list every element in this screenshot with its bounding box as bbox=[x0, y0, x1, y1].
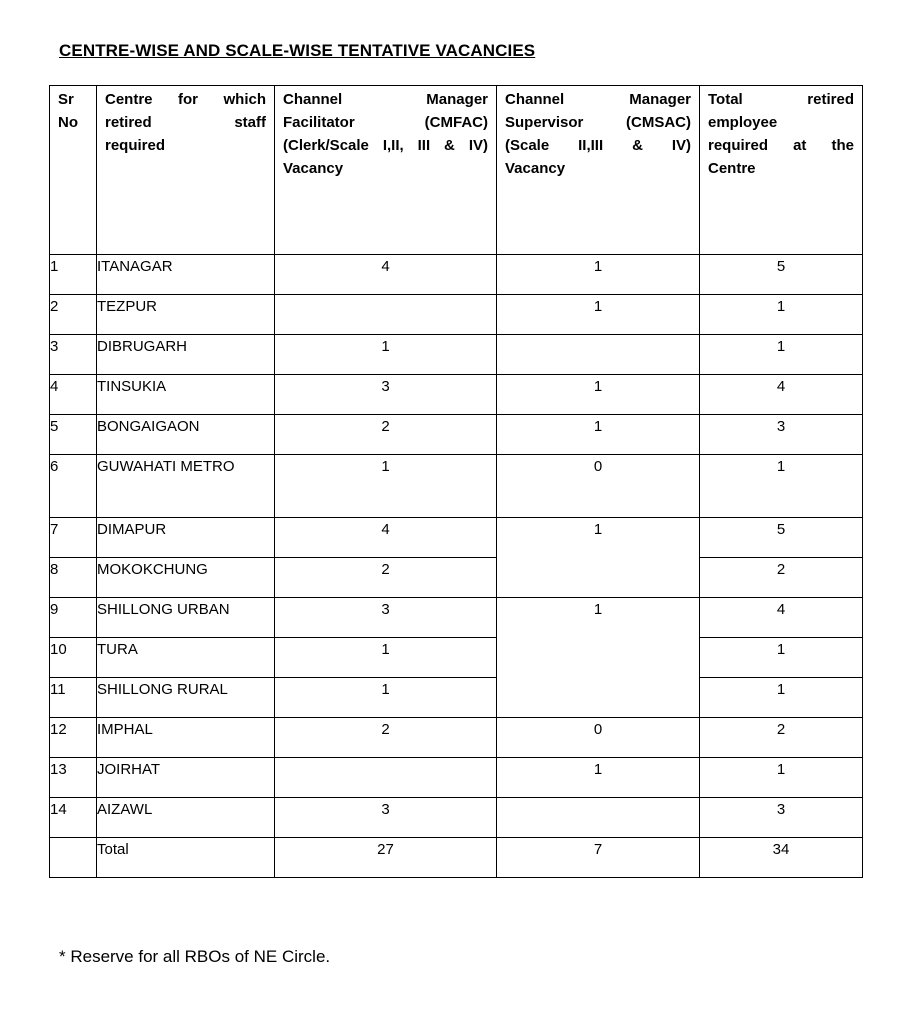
sr-cell: 3 bbox=[50, 335, 97, 375]
centre-cell: BONGAIGAON bbox=[97, 415, 275, 455]
cmsac-cell: 1 bbox=[497, 375, 700, 415]
cmsac-cell: 1 bbox=[497, 295, 700, 335]
cmsac-total: 7 bbox=[497, 838, 700, 878]
centre-cell: SHILLONG URBAN bbox=[97, 598, 275, 638]
cmfac-cell: 3 bbox=[275, 598, 497, 638]
sr-cell: 9 bbox=[50, 598, 97, 638]
centre-cell: TURA bbox=[97, 638, 275, 678]
cmsac-cell: 1 bbox=[497, 518, 700, 598]
total-cell: 5 bbox=[700, 518, 863, 558]
centre-cell: AIZAWL bbox=[97, 798, 275, 838]
cmfac-total: 27 bbox=[275, 838, 497, 878]
cmsac-cell bbox=[497, 798, 700, 838]
centre-cell: TINSUKIA bbox=[97, 375, 275, 415]
cmfac-cell: 3 bbox=[275, 798, 497, 838]
total-cell: 1 bbox=[700, 455, 863, 518]
table-row bbox=[50, 375, 863, 415]
totals-label: Total bbox=[97, 838, 275, 878]
table-row bbox=[50, 335, 863, 375]
cmsac-cell: 0 bbox=[497, 455, 700, 518]
cmfac-cell: 1 bbox=[275, 335, 497, 375]
total-cell: 3 bbox=[700, 415, 863, 455]
sr-cell: 13 bbox=[50, 758, 97, 798]
cmfac-cell: 2 bbox=[275, 718, 497, 758]
cmfac-cell: 1 bbox=[275, 678, 497, 718]
cmfac-cell: 1 bbox=[275, 455, 497, 518]
table-row bbox=[50, 255, 863, 295]
cmsac-cell: 1 bbox=[497, 415, 700, 455]
header-centre: Centre for which retired staff required bbox=[97, 86, 275, 255]
total-cell: 5 bbox=[700, 255, 863, 295]
table-row bbox=[50, 558, 863, 598]
sr-cell: 14 bbox=[50, 798, 97, 838]
cmsac-cell bbox=[497, 335, 700, 375]
header-cmfac: Channel Manager Facilitator (CMFAC) (Clerk/Scale I,II, III & IV) Vacancy bbox=[275, 86, 497, 255]
cmfac-cell: 2 bbox=[275, 558, 497, 598]
header-cmsac: Channel Manager Supervisor (CMSAC) (Scale II,III & IV) Vacancy bbox=[497, 86, 700, 255]
header-sr-no: Sr No bbox=[50, 86, 97, 255]
sr-cell: 11 bbox=[50, 678, 97, 718]
cmfac-cell: 2 bbox=[275, 415, 497, 455]
vacancies-table bbox=[49, 85, 863, 878]
table-row bbox=[50, 598, 863, 638]
centre-cell: IMPHAL bbox=[97, 718, 275, 758]
cmsac-cell: 1 bbox=[497, 598, 700, 718]
total-cell: 4 bbox=[700, 375, 863, 415]
header-total: Total retired employee required at the Centre bbox=[700, 86, 863, 255]
total-cell: 1 bbox=[700, 678, 863, 718]
sr-cell: 1 bbox=[50, 255, 97, 295]
sr-cell: 8 bbox=[50, 558, 97, 598]
cmsac-cell: 1 bbox=[497, 758, 700, 798]
sr-cell: 7 bbox=[50, 518, 97, 558]
cmfac-cell bbox=[275, 758, 497, 798]
centre-cell: MOKOKCHUNG bbox=[97, 558, 275, 598]
sr-cell: 10 bbox=[50, 638, 97, 678]
footnote: * Reserve for all RBOs of NE Circle. bbox=[59, 947, 331, 966]
centre-cell: SHILLONG RURAL bbox=[97, 678, 275, 718]
table-row bbox=[50, 678, 863, 718]
document-title: CENTRE-WISE AND SCALE-WISE TENTATIVE VACANCIES bbox=[59, 41, 536, 60]
cmfac-cell: 4 bbox=[275, 518, 497, 558]
table-row bbox=[50, 758, 863, 798]
total-cell: 1 bbox=[700, 638, 863, 678]
table-row bbox=[50, 295, 863, 335]
total-cell: 2 bbox=[700, 718, 863, 758]
sr-cell: 2 bbox=[50, 295, 97, 335]
sr-cell: 12 bbox=[50, 718, 97, 758]
table-row bbox=[50, 718, 863, 758]
sr-cell: 5 bbox=[50, 415, 97, 455]
centre-cell: TEZPUR bbox=[97, 295, 275, 335]
cmfac-cell: 4 bbox=[275, 255, 497, 295]
table-row bbox=[50, 415, 863, 455]
centre-cell: JOIRHAT bbox=[97, 758, 275, 798]
cmfac-cell: 1 bbox=[275, 638, 497, 678]
cmsac-cell: 0 bbox=[497, 718, 700, 758]
centre-cell: DIMAPUR bbox=[97, 518, 275, 558]
sr-cell: 6 bbox=[50, 455, 97, 518]
centre-cell: ITANAGAR bbox=[97, 255, 275, 295]
table-row bbox=[50, 455, 863, 518]
total-cell: 1 bbox=[700, 295, 863, 335]
table-row bbox=[50, 798, 863, 838]
table-header-row bbox=[50, 86, 863, 255]
cmfac-cell: 3 bbox=[275, 375, 497, 415]
totals-row bbox=[50, 838, 863, 878]
total-cell: 1 bbox=[700, 758, 863, 798]
total-cell: 4 bbox=[700, 598, 863, 638]
grand-total: 34 bbox=[700, 838, 863, 878]
centre-cell: DIBRUGARH bbox=[97, 335, 275, 375]
sr-cell: 4 bbox=[50, 375, 97, 415]
sr-cell bbox=[50, 838, 97, 878]
table-row bbox=[50, 518, 863, 558]
table-row bbox=[50, 638, 863, 678]
total-cell: 2 bbox=[700, 558, 863, 598]
centre-cell: GUWAHATI METRO bbox=[97, 455, 275, 518]
total-cell: 1 bbox=[700, 335, 863, 375]
total-cell: 3 bbox=[700, 798, 863, 838]
cmsac-cell: 1 bbox=[497, 255, 700, 295]
cmfac-cell bbox=[275, 295, 497, 335]
